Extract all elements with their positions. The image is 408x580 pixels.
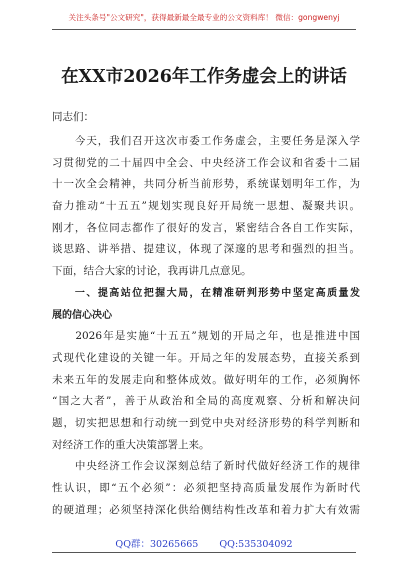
text-line: 的硬道理；必须坚持深化供给侧结构性改革和着力扩大有效需 [52, 503, 360, 516]
text-line: 谈思路、讲举措、提建议，体现了深邃的思考和强烈的担当。 [52, 243, 360, 256]
header-banner: 关注头条号"公文研究"，获得最新最全最专业的公文资料库！ 微信：gongwenyj [68, 13, 340, 22]
text-line: “国之大者”，善于从政治和全局的高度观察、分析和解决问 [52, 395, 360, 408]
text-line: 下面，结合大家的讨论，我再讲几点意见。 [52, 265, 252, 278]
document-title: 在XX市2026年工作务虚会上的讲话 [61, 67, 347, 87]
body-paragraph [52, 456, 360, 521]
footer-qq-group: QQ群：30265665 [115, 539, 199, 550]
document-body [52, 108, 360, 521]
text-line: 性认识，即“五个必须”：必须把坚持高质量发展作为新时代 [52, 482, 360, 494]
text-line: 奋力推动“十五五”规划实现良好开局统一思想、凝聚共识。 [52, 200, 360, 213]
heading-line: 展的信心决心 [52, 309, 112, 321]
header-divider [52, 29, 356, 30]
section-heading [52, 283, 360, 326]
text-line: 习贯彻党的二十届四中全会、中央经济工作会议和省委十二届 [52, 156, 360, 169]
footer-contact [0, 536, 408, 550]
text-line: 对经济工作的重大决策部署上来。 [52, 438, 210, 451]
footer-qq-number: QQ:535304092 [219, 539, 293, 550]
text-line: 题，切实把思想和行动统一到党中央对经济形势的科学判断和 [52, 416, 360, 429]
text-line: 2026年是实施“十五五”规划的开局之年，也是推进中国 [52, 330, 360, 343]
heading-line: 一、提高站位把握大局，在精准研判形势中坚定高质量发 [52, 287, 360, 299]
intro-paragraph [52, 131, 360, 283]
text-line: 式现代化建设的关键一年。开局之年的发展态势，直接关系到 [52, 351, 360, 364]
text-line: 未来五年的发展走向和整体成效。做好明年的工作，必须胸怀 [52, 373, 360, 386]
footer-divider [52, 552, 356, 553]
body-paragraph [52, 326, 360, 456]
greeting: 同志们： [52, 111, 94, 123]
text-line: 中央经济工作会议深刻总结了新时代做好经济工作的规律 [52, 460, 360, 473]
text-line: 十一次全会精神，共同分析当前形势，系统谋划明年工作，为 [52, 178, 360, 191]
text-line: 今天，我们召开这次市委工作务虚会，主要任务是深入学 [52, 135, 360, 147]
text-line: 刚才，各位同志都作了很好的发言，紧密结合各自工作实际， [52, 221, 360, 234]
